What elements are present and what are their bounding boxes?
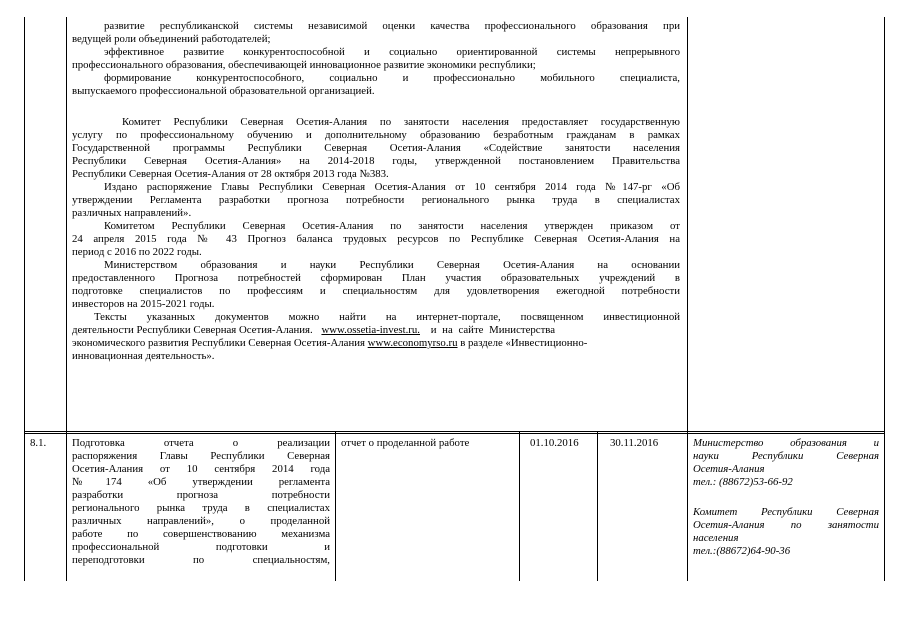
- text-line: работе по совершенствованию механизма: [72, 528, 330, 540]
- text-line: науки Республики Северная: [693, 450, 879, 462]
- start-date-cell: 01.10.2016: [530, 437, 579, 449]
- text-line: Осетия-Алания по занятости: [693, 519, 879, 531]
- table-border-left: [24, 17, 25, 581]
- text-line: Министерство образования и: [693, 437, 879, 449]
- row-separator: [24, 431, 885, 432]
- text-line: различных направлений», о проделанной: [72, 515, 330, 527]
- text-line: Республики Северная Осетия-Алания» на 2014-2018 годы, утвержденной постановлением Правительства: [72, 155, 680, 167]
- text-line: Комитет Республики Северная: [693, 506, 879, 518]
- text-line: услугу по профессиональному обучению и дополнительному образованию безработным гражданам в рамках: [72, 129, 680, 141]
- text-line: эффективное развитие конкурентоспособной и социально ориентированной системы непрерывного: [104, 46, 680, 58]
- economyrso-link[interactable]: www.economyrso.ru: [367, 337, 458, 349]
- table-divider-desc: [335, 432, 336, 581]
- row-separator-2: [24, 433, 885, 434]
- text-segment: экономического развития Республики Северная Осетия-Алания: [72, 337, 365, 349]
- text-line-with-links: [72, 337, 682, 350]
- text-line: период с 2016 по 2022 годы.: [72, 246, 202, 258]
- text-line: профессиональной подготовки и: [72, 541, 330, 553]
- text-line: населения: [693, 532, 739, 544]
- text-line: переподготовки по специальностям,: [72, 554, 330, 566]
- text-line: Министерством образования и науки Республики Северная Осетия-Алания на основании: [104, 259, 680, 271]
- text-segment: деятельности Республики Северная Осетия-Алания.: [72, 324, 313, 336]
- table-border-right: [884, 17, 885, 581]
- text-line: инвесторов на 2015-2021 годы.: [72, 298, 215, 310]
- text-line: Осетия-Алания: [693, 463, 765, 475]
- row-number: 8.1.: [30, 437, 47, 449]
- text-segment: и на сайте Министерства: [430, 324, 556, 336]
- text-line: Осетия-Алания от 10 сентября 2014 года: [72, 463, 330, 475]
- table-divider-end: [687, 17, 688, 581]
- text-line: 24 апреля 2015 года № 43 Прогноз баланса трудовых ресурсов по Республике Северная Осетия-Алания на: [72, 233, 680, 245]
- ossetia-invest-link[interactable]: www.ossetia-invest.ru.: [321, 324, 420, 336]
- text-line: №174 «Об утверждении регламента: [72, 476, 330, 488]
- text-line: Комитет Республики Северная Осетия-Алания по занятости населения предоставляет государственную: [122, 116, 680, 128]
- text-line: Издано распоряжение Главы Республики Северная Осетия-Алания от 10 сентября 2014 года №147-рг «Об: [104, 181, 680, 193]
- table-divider-result: [519, 432, 520, 581]
- text-line: различных направлений».: [72, 207, 192, 219]
- table-divider-col1: [66, 17, 67, 581]
- text-line: разработки прогноза потребности: [72, 489, 330, 501]
- text-line: Государственной программы Республики Северная Осетия-Алания «Содействие занятости населения: [72, 142, 680, 154]
- text-line-with-links: [72, 324, 682, 337]
- text-line: Подготовка отчета о реализации: [72, 437, 330, 449]
- text-line: выпускаемого профессиональной образовательной организацией.: [72, 85, 375, 97]
- text-line: подготовке специалистов по профессиям и специальностям для удовлетворения ежегодной потребности: [72, 285, 680, 297]
- text-line: утверждении Регламента разработки прогноза потребности регионального рынка труда в специалистах: [72, 194, 680, 206]
- text-line: Комитетом Республики Северная Осетия-Алания по занятости населения утвержден приказом от: [104, 220, 680, 232]
- text-line: профессионального образования, обеспечивающей инновационное развитие экономики республики;: [72, 59, 536, 71]
- text-line: Тексты указанных документов можно найти на интернет-портале, посвященном инвестиционной: [94, 311, 680, 323]
- phone-line: тел.: (88672)53-66-92: [693, 476, 793, 488]
- text-line: развитие республиканской системы независимой оценки качества профессионального образования при: [104, 20, 680, 32]
- table-divider-start: [597, 432, 598, 581]
- text-line: формирование конкурентоспособного, социально и профессионально мобильного специалиста,: [104, 72, 680, 84]
- text-line: распоряжения Главы Республики Северная: [72, 450, 330, 462]
- text-line: ведущей роли объединений работодателей;: [72, 33, 271, 45]
- text-line: предоставленного Прогноза потребностей сформирован План участия образовательных учреждений в: [72, 272, 680, 284]
- text-line: инновационная деятельность».: [72, 350, 215, 362]
- phone-line: тел.:(88672)64-90-36: [693, 545, 791, 557]
- result-cell: отчет о проделанной работе: [341, 437, 470, 449]
- text-line: регионального рынка труда в специалистах: [72, 502, 330, 514]
- text-line: Республики Северная Осетия-Алания от 28 октября 2013 года №383.: [72, 168, 389, 180]
- end-date-cell: 30.11.2016: [610, 437, 659, 449]
- text-segment: в разделе «Инвестиционно-: [460, 337, 588, 349]
